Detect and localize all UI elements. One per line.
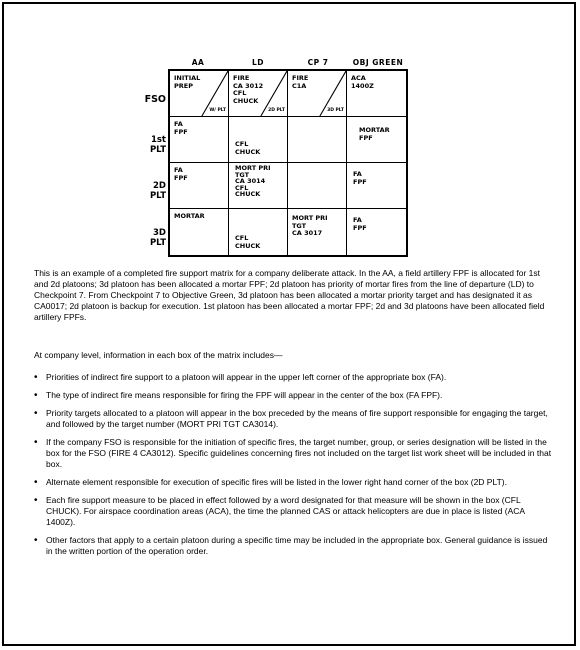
cell-text: ACA 1400Z: [351, 74, 374, 90]
cell-text: MORT PRI TGT CA 3017: [292, 214, 328, 237]
column-header-obj-green: OBJ GREEN: [352, 58, 404, 67]
matrix-cell-2d-plt-cp7: [288, 163, 347, 209]
cell-text: MORTAR: [174, 212, 205, 220]
cell-corner-text: W/ PLT: [209, 107, 226, 113]
cell-text: FIRE C1A: [292, 74, 309, 90]
matrix-cell-2d-plt-obj-green: [347, 163, 406, 209]
matrix-cell-fso-ld: [229, 71, 288, 117]
list-item: • Each fire support measure to be placed in effect followed by a word designated for that measure will be shown in the box (CFL CHUCK). For airspace coordination areas (ACA), the time the planned CAS or attack helicopters are due in place is listed (ACA 1400Z).: [34, 495, 554, 528]
cell-corner-text: 2D PLT: [268, 107, 285, 113]
matrix-cell-1st-plt-cp7: [288, 117, 347, 163]
cell-text: FA FPF: [174, 120, 188, 136]
fire-support-matrix: [168, 69, 408, 257]
matrix-cell-2d-plt-aa: [170, 163, 229, 209]
cell-corner-text: 3D PLT: [327, 107, 344, 113]
cell-text: FA FPF: [353, 170, 367, 186]
row-header-3d-plt: 3D PLT: [149, 228, 166, 248]
row-header-fso: FSO: [144, 94, 166, 105]
list-item: • Priority targets allocated to a platoon will appear in the box preceded by the means of fire support responsible for engaging the target, and followed by the target number (MORT PRI TGT CA3014).: [34, 408, 554, 430]
row-header-2d-plt: 2D PLT: [149, 181, 166, 201]
cell-text: FA FPF: [174, 166, 188, 182]
matrix-cell-fso-obj-green: [347, 71, 406, 117]
description-paragraph: This is an example of a completed fire support matrix for a company deliberate attack. In the AA, a field artillery FPF is allocated for 1st and 2d platoons; 3d platoon has been allocated a mortar FPF; 2d platoon has priority of mortar fires from the line of departure (LD) to Checkpoint 7. From Checkpoint 7 to Objective Green, 3d platoon has been allocated a mortar priority target and has designated it as CA0017; 2d platoon is backup for execution. 1st platoon has been allocated a mortar FPF; 2d and 3d platoons have been allocated field artillery FPFs.: [34, 268, 545, 322]
matrix-cell-1st-plt-ld: [229, 117, 288, 163]
matrix-cell-1st-plt-aa: [170, 117, 229, 163]
matrix-cell-3d-plt-cp7: [288, 209, 347, 255]
list-item: • If the company FSO is responsible for the initiation of specific fires, the target number, group, or series designation will be listed in the box for the FSO (FIRE 4 CA3012). Specific guidelines concerning fires not included on the target list work sheet will be included in that box.: [34, 437, 554, 470]
cell-text: CFL CHUCK: [235, 234, 261, 250]
cell-text: INITIAL PREP: [174, 74, 201, 90]
list-item: • The type of indirect fire means responsible for firing the FPF will appear in the center of the box (FA FPF).: [34, 390, 554, 401]
list-item: • Priorities of indirect fire support to a platoon will appear in the upper left corner of the appropriate box (FA).: [34, 372, 554, 383]
bullet-list: [34, 372, 554, 564]
list-item: • Other factors that apply to a certain platoon during a specific time may be included in the appropriate box. General guidance is issued in the written portion of the operation order.: [34, 535, 554, 557]
matrix-cell-3d-plt-obj-green: [347, 209, 406, 255]
matrix-cell-1st-plt-obj-green: [347, 117, 406, 163]
matrix-cell-3d-plt-aa: [170, 209, 229, 255]
row-header-1st-plt: 1st PLT: [149, 135, 166, 155]
cell-text: FA FPF: [353, 216, 367, 232]
matrix-cell-fso-aa: [170, 71, 229, 117]
column-header-ld: LD: [251, 58, 265, 67]
cell-text: CFL CHUCK: [235, 140, 261, 156]
intro-line: At company level, information in each box of the matrix includes—: [34, 350, 283, 360]
cell-text: MORTAR FPF: [359, 126, 390, 142]
matrix-cell-2d-plt-ld: [229, 163, 288, 209]
column-header-cp7: CP 7: [307, 58, 329, 67]
cell-text: FIRE CA 3012 CFL CHUCK: [233, 74, 264, 105]
cell-text: MORT PRI TGT CA 3014 CFL CHUCK: [235, 164, 271, 198]
matrix-cell-fso-cp7: [288, 71, 347, 117]
column-header-aa: AA: [191, 58, 205, 67]
list-item: • Alternate element responsible for execution of specific fires will be listed in the lower right hand corner of the box (2D PLT).: [34, 477, 554, 488]
matrix-cell-3d-plt-ld: [229, 209, 288, 255]
